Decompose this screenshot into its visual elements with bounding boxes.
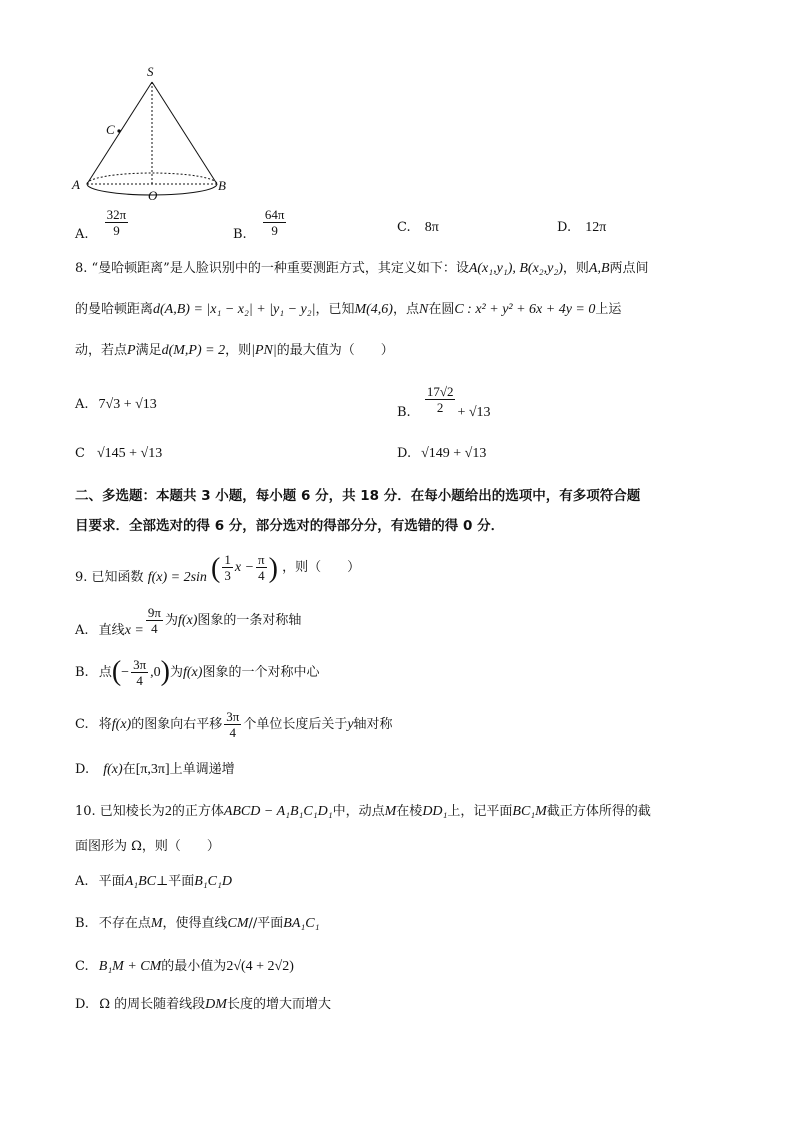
q7-option-a: A. $\frac{32\pi}{9}$	[75, 207, 127, 242]
section2-heading-line1: 二、多选题：本题共 3 小题，每小题 6 分，共 18 分．在每小题给出的选项中，有多项符合题	[75, 488, 641, 504]
q8-stem-line2: 的曼哈顿距离d(A,B) = |x₁ − x₂| + |y₁ − y₂|，已知M(4,6)，点N在圆C : x² + y² + 6x + 4y = 0上运	[75, 302, 622, 317]
cone-slant-right	[152, 82, 217, 184]
q8-option-c: C √145 + √13	[75, 446, 163, 461]
q10-option-c: C. B₁M + CM的最小值为2√(4 + 2√2)	[75, 959, 294, 974]
q7-b-fraction: $\frac{64\pi}{9}$	[264, 207, 285, 238]
q9-option-a: A. 直线x = $\frac{9\pi}{4}$ 为f(x)图象的一条对称轴	[75, 605, 302, 638]
label-s: S	[147, 64, 154, 79]
q8-option-d: D. √149 + √13	[397, 446, 487, 461]
q9-option-b: B. 点(− $\frac{3\pi}{4}$ ,0)为f(x)图象的一个对称中心	[75, 656, 320, 688]
label-a: A	[72, 177, 80, 192]
q10-option-d: D. Ω 的周长随着线段DM长度的增大而增大	[75, 997, 331, 1012]
q7-option-b: B. $\frac{64\pi}{9}$	[233, 207, 285, 242]
q10-stem-line2: 面图形为 Ω，则（ ）	[75, 839, 220, 854]
q7-option-c: C. 8π	[397, 220, 439, 235]
cone-figure	[60, 60, 240, 205]
q8-b-fraction: $\frac{17√2}{2}$	[426, 384, 454, 415]
q8-stem-line3: 动，若点P满足d(M,P) = 2，则|PN|的最大值为（ ）	[75, 343, 394, 358]
q8-stem-line1: 8. “曼哈顿距离”是人脸识别中的一种重要测距方式，其定义如下：设A(x₁,y₁), B(x₂,y₂)，则A,B两点间	[75, 261, 649, 276]
q10-stem-line1: 10. 已知棱长为2的正方体ABCD − A₁B₁C₁D₁中，动点M在棱DD₁上，记平面BC₁M截正方体所得的截	[75, 804, 651, 819]
label-b: B	[218, 178, 226, 193]
section2-heading-line2: 目要求．全部选对的得 6 分，部分选对的得部分分，有选错的得 0 分．	[75, 518, 505, 534]
label-c: C	[106, 122, 115, 137]
q8-option-a: A. 7√3 + √13	[75, 397, 157, 412]
point-c-dot	[117, 129, 120, 132]
label-o: O	[148, 188, 158, 203]
q9-stem: 9. 已知函数 f(x) = 2sin ( $\frac{1}{3}$ x − $\frac{\pi}{4}$ ) ，则（ ）	[75, 552, 361, 585]
q9-option-d: D. f(x)在[π,3π]上单调递增	[75, 762, 235, 777]
q9-option-c: C. 将f(x)的图象向右平移 $\frac{3\pi}{4}$ 个单位长度后关于y轴对称	[75, 709, 393, 740]
cone-slant-left	[87, 82, 152, 184]
q10-option-b: B. 不存在点M，使得直线CM//平面BA₁C₁	[75, 916, 320, 931]
q7-a-fraction: $\frac{32\pi}{9}$	[106, 207, 127, 238]
q7-option-d: D. 12π	[557, 220, 607, 235]
q8-option-b: B. $\frac{17√2}{2}$ + √13	[397, 384, 491, 420]
q10-option-a: A. 平面A₁BC⊥平面B₁C₁D	[75, 874, 232, 889]
